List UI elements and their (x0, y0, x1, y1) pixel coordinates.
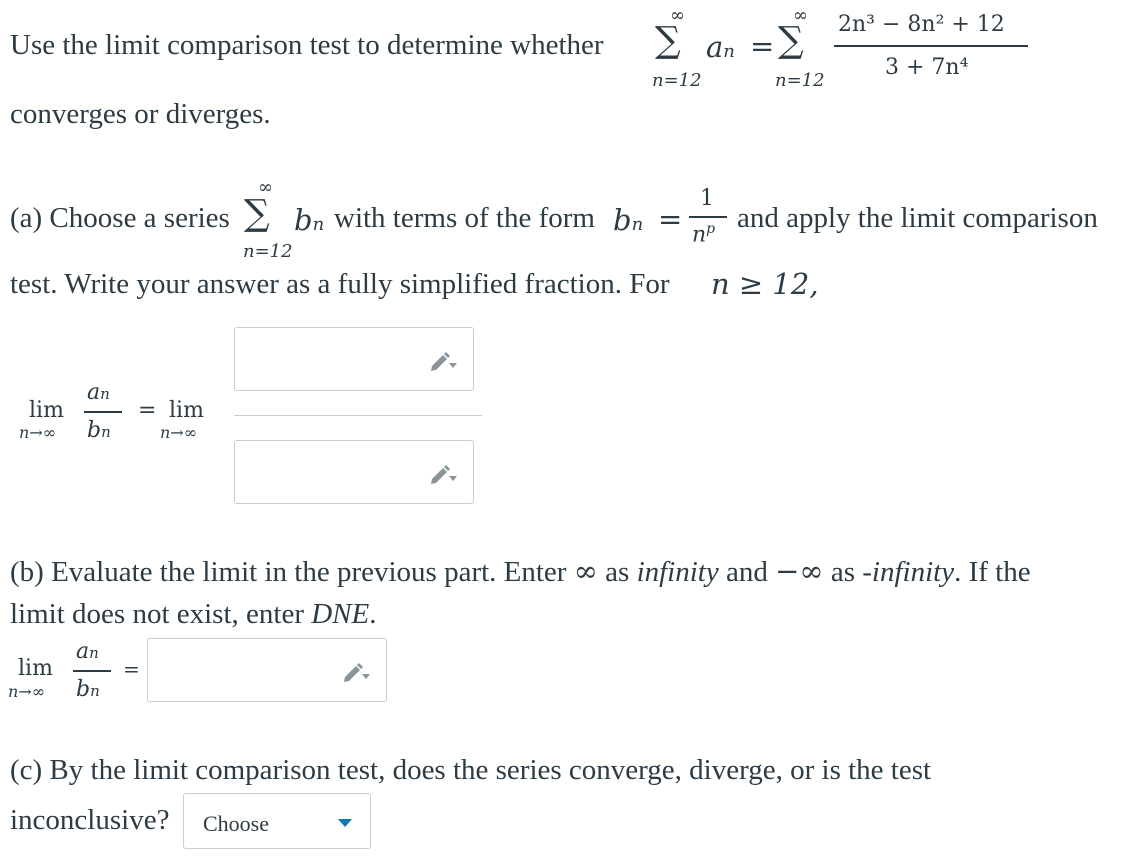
part-a-frac-num: 1 (700, 186, 714, 211)
pencil-icon[interactable] (342, 661, 370, 683)
sum-lower-2: n=12 (775, 70, 825, 91)
part-a-lim-sub-2: n→∞ (160, 423, 198, 442)
numerator-input[interactable] (234, 327, 474, 391)
question-intro-text: Use the limit comparison test to determine whether (10, 29, 604, 61)
part-a-lim-word-2: lim (169, 398, 204, 423)
part-a-bn-3: bn (87, 418, 111, 443)
sigma-symbol-1: ∑ (655, 20, 681, 61)
part-a-line2: test. Write your answer as a fully simplified fraction. For (10, 268, 670, 300)
part-a-frac-den: $n^p$ (692, 221, 716, 248)
part-b-lim-sub: n→∞ (8, 682, 46, 701)
fraction-numerator: 2n³ − 8n² + 12 (838, 12, 1005, 37)
denominator-input[interactable] (234, 440, 474, 504)
pencil-icon[interactable] (429, 350, 457, 372)
limit-answer-input[interactable] (147, 638, 387, 702)
part-b-bn: bn (76, 677, 100, 702)
series-term-a: an (706, 30, 735, 64)
part-b-frac-bar (73, 670, 111, 672)
pencil-icon[interactable] (429, 463, 457, 485)
part-b-lim-word: lim (18, 656, 53, 681)
part-b-equals: = (123, 657, 140, 681)
part-a-with-terms: with terms of the form (334, 202, 595, 234)
conclusion-select-value: Choose (203, 811, 269, 836)
sum-upper-2: ∞ (793, 5, 808, 26)
conclusion-select[interactable] (183, 793, 371, 849)
equals-sign-1: = (750, 29, 775, 63)
part-a-bn: bn (294, 203, 325, 237)
part-a-label: (a) Choose a series (10, 202, 230, 234)
part-b-line2: limit does not exist, enter DNE. (10, 598, 377, 630)
sigma-symbol-2: ∑ (778, 20, 804, 61)
part-a-equals: = (658, 202, 683, 236)
part-a-an: an (87, 380, 110, 405)
part-b-an: an (76, 639, 99, 664)
chevron-down-icon (337, 818, 353, 828)
part-c-line2: inconclusive? (10, 804, 170, 836)
question-intro-end: converges or diverges. (10, 98, 271, 130)
part-a-frac-bar (689, 216, 727, 218)
part-a-an-bn-bar (84, 411, 122, 413)
part-a-equals-2: = (138, 398, 157, 423)
part-a-sum-upper: ∞ (258, 177, 273, 198)
part-a-lim-word: lim (29, 398, 64, 423)
part-a-label-end: and apply the limit comparison (737, 202, 1098, 234)
part-b-line1: (b) Evaluate the limit in the previous part. Enter ∞ as infinity and −∞ as -infinity. If the (10, 554, 1031, 588)
part-a-condition: n ≥ 12, (711, 267, 819, 301)
sum-upper-1: ∞ (670, 5, 685, 26)
answer-fraction-bar (234, 415, 482, 416)
fraction-bar (834, 45, 1028, 47)
sum-lower-1: n=12 (652, 70, 702, 91)
part-a-sigma: ∑ (244, 193, 270, 234)
part-a-lim-sub: n→∞ (19, 423, 57, 442)
part-c-line1: (c) By the limit comparison test, does the series converge, diverge, or is the test (10, 754, 932, 786)
part-a-bn-2: bn (613, 203, 644, 237)
fraction-denominator: 3 + 7n⁴ (885, 55, 969, 80)
part-a-sum-lower: n=12 (243, 241, 293, 262)
